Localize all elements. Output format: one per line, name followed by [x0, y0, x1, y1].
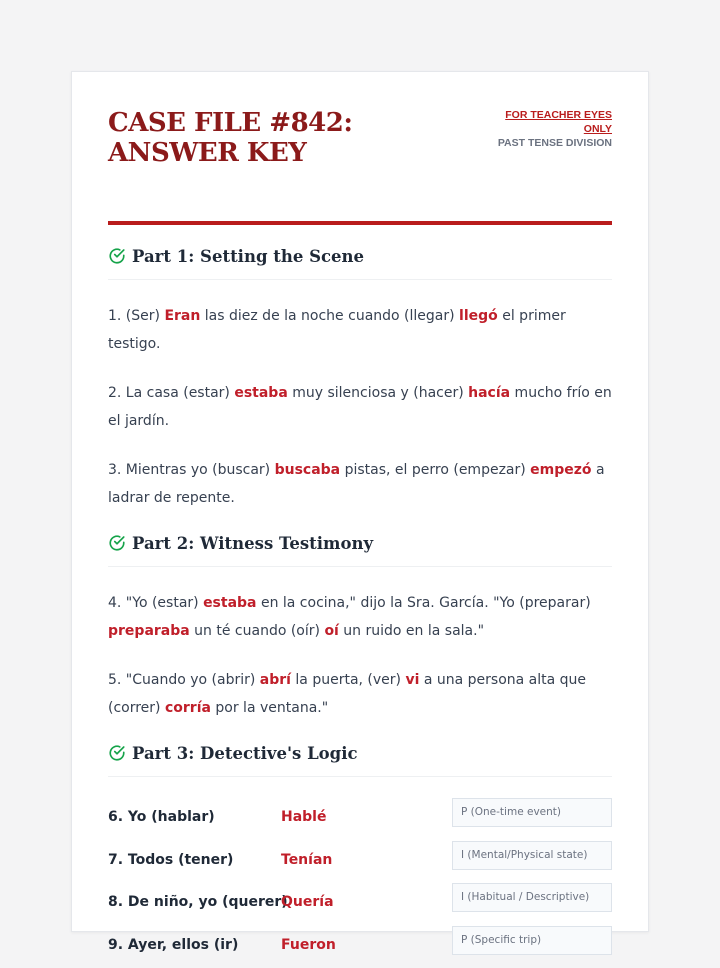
answer-eran: Eran: [164, 308, 200, 324]
part1-heading: [108, 225, 612, 280]
page-title: CASE FILE #842: ANSWER KEY: [108, 108, 448, 168]
answer-buscaba: buscaba: [275, 462, 341, 478]
answer-llego: llegó: [459, 308, 498, 324]
part1-questions: [108, 280, 612, 512]
question-5: 5. "Cuando yo (abrir) abrí la puerta, (ver) vi a una persona alta que (correr) corría por la ventana.": [108, 666, 612, 722]
answer-key-page: [71, 71, 649, 932]
reason-field[interactable]: P (Specific trip): [452, 926, 612, 955]
logic-row: [108, 926, 612, 968]
answer-estaba: estaba: [234, 385, 287, 401]
teacher-only-link[interactable]: FOR TEACHER EYES ONLY: [482, 108, 612, 136]
question-2: 2. La casa (estar) estaba muy silenciosa y (hacer) hacía mucho frío en el jardín.: [108, 379, 612, 435]
part3-heading: [108, 722, 612, 777]
reason-field[interactable]: P (One-time event): [452, 798, 612, 827]
logic-answer: Hablé: [281, 809, 326, 825]
part2-questions: [108, 567, 612, 722]
logic-answer: Quería: [281, 894, 334, 910]
logic-row: [108, 798, 612, 841]
division-label: PAST TENSE DIVISION: [482, 136, 612, 150]
question-1: 1. (Ser) Eran las diez de la noche cuando (llegar) llegó el primer testigo.: [108, 302, 612, 358]
check-circle-icon: [108, 534, 126, 552]
logic-question: 6. Yo (hablar): [108, 809, 215, 825]
answer-hacia: hacía: [468, 385, 510, 401]
answer-oi: oí: [324, 623, 338, 639]
part3-title: Part 3: Detective's Logic: [132, 744, 358, 763]
logic-table: [108, 777, 612, 968]
logic-question: 7. Todos (tener): [108, 852, 233, 868]
logic-row: [108, 883, 612, 926]
logic-question: 8. De niño, yo (querer): [108, 894, 288, 910]
answer-abri: abrí: [260, 672, 291, 688]
answer-empezo: empezó: [530, 462, 591, 478]
reason-field[interactable]: I (Mental/Physical state): [452, 841, 612, 870]
header-meta: [482, 108, 612, 150]
logic-question: 9. Ayer, ellos (ir): [108, 937, 238, 953]
answer-preparaba: preparaba: [108, 623, 190, 639]
answer-corria: corría: [165, 700, 211, 716]
logic-answer: Fueron: [281, 937, 336, 953]
check-circle-icon: [108, 744, 126, 762]
question-4: 4. "Yo (estar) estaba en la cocina," dijo la Sra. García. "Yo (preparar) preparaba un té cuando (oír) oí un ruido en la sala.": [108, 589, 612, 645]
part1-title: Part 1: Setting the Scene: [132, 247, 364, 266]
check-circle-icon: [108, 247, 126, 265]
question-3: 3. Mientras yo (buscar) buscaba pistas, el perro (empezar) empezó a ladrar de repente.: [108, 456, 612, 512]
logic-row: [108, 841, 612, 884]
case-header: [108, 108, 612, 225]
answer-vi: vi: [405, 672, 419, 688]
answer-estaba-2: estaba: [203, 595, 256, 611]
part2-heading: [108, 512, 612, 567]
logic-answer: Tenían: [281, 852, 332, 868]
reason-field[interactable]: I (Habitual / Descriptive): [452, 883, 612, 912]
part2-title: Part 2: Witness Testimony: [132, 534, 373, 553]
